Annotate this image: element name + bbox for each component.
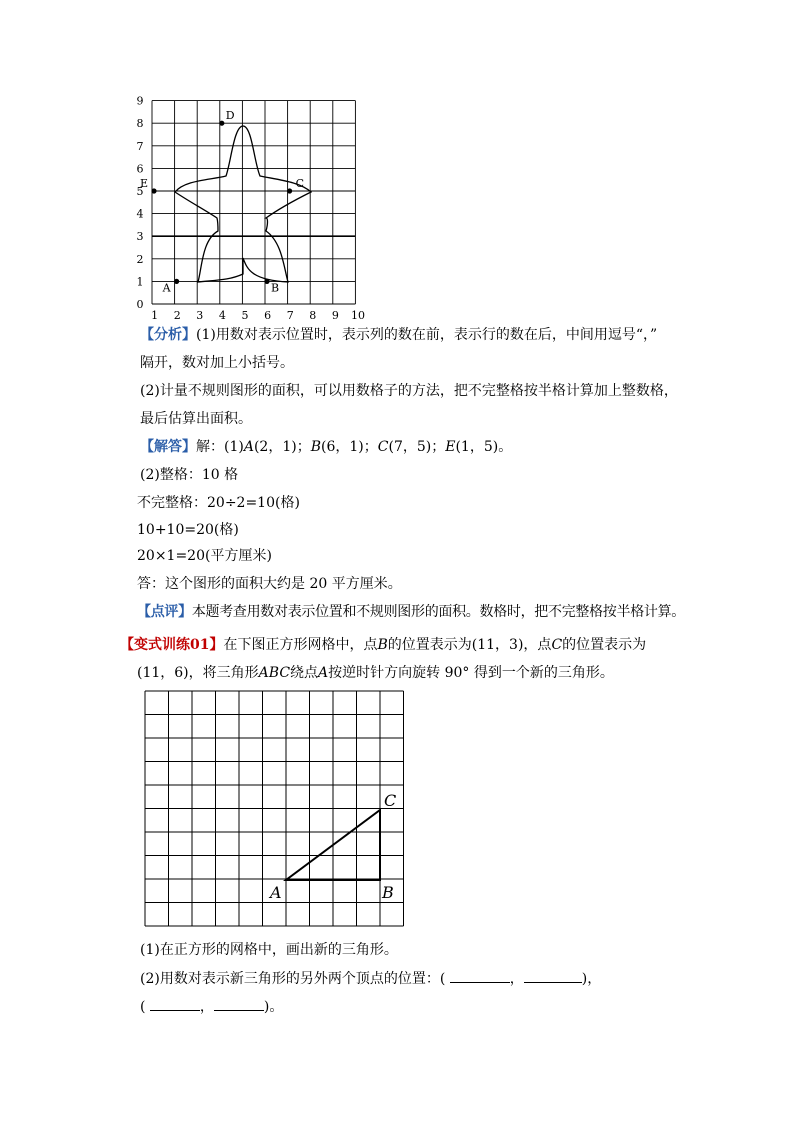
y-tick-label: 4: [136, 207, 144, 221]
point-c-dot: [287, 188, 292, 193]
answer-line-5: 20×1=20(平方厘米): [137, 548, 272, 564]
y-tick-label: 0: [136, 298, 144, 311]
point-d-dot: [219, 121, 224, 126]
open-paren-2: (: [140, 999, 146, 1015]
close-paren-2: )。: [263, 999, 284, 1015]
triangle-grid: [140, 686, 410, 931]
variant-line-1: [120, 635, 646, 655]
answer-line-2: (2)整格：10 格: [140, 467, 239, 483]
x-tick-label: 1: [151, 309, 159, 322]
x-tick-label: 5: [241, 309, 249, 322]
x-tick-label: 9: [331, 309, 339, 322]
y-tick-label: 5: [136, 185, 144, 198]
answer-line-6: 答：这个图形的面积大约是 20 平方厘米。: [137, 576, 402, 592]
point-c-label: C: [295, 177, 305, 190]
star-coordinate-graph: [130, 92, 390, 322]
y-tick-label: 8: [136, 117, 144, 131]
x-tick-labels: [151, 309, 365, 322]
point-b-dot: [264, 279, 269, 284]
y-tick-label: 9: [136, 94, 144, 108]
answer-blank-1[interactable]: [450, 968, 510, 983]
analysis-text-1: (1)用数对表示位置时，表示列的数在前，表示行的数在后，中间用逗号“，”: [196, 327, 658, 343]
y-tick-label: 3: [136, 230, 144, 244]
variant-text-1: 在下图正方形网格中，点: [223, 637, 378, 653]
variant-text-6: 按逆时针方向旋转 90° 得到一个新的三角形。: [328, 665, 614, 681]
analysis-line-3: (2)计量不规则图形的面积，可以用数格子的方法，把不完整格按半格计算加上整数格，: [140, 383, 678, 399]
answer-blank-2[interactable]: [524, 968, 582, 983]
point-e-label: E: [140, 177, 149, 190]
comment-tag: 【点评】: [137, 604, 192, 620]
point-a-label: A: [162, 281, 171, 295]
y-tick-label: 2: [136, 252, 144, 266]
comment-text: 本题考查用数对表示位置和不规则图形的面积。数格时，把不完整格按半格计算。: [191, 604, 686, 620]
answer-line-1: [140, 437, 512, 457]
point-a-dot: [174, 279, 179, 284]
triangle-label-a: A: [270, 883, 282, 902]
triangle-label-b: B: [382, 883, 394, 902]
point-e-dot: [151, 188, 156, 193]
y-tick-label: 6: [136, 162, 144, 176]
triangle-label-c: C: [384, 791, 397, 810]
answer-prefix: 解：(1): [196, 439, 244, 455]
variant-text-5: 绕点: [290, 665, 319, 681]
y-tick-label: 1: [136, 275, 144, 289]
x-tick-label: 7: [286, 309, 294, 322]
y-tick-label: 7: [136, 139, 144, 153]
answer-blank-3[interactable]: [150, 996, 200, 1011]
variant-line-2: [137, 663, 614, 683]
variant-text-3: 的位置表示为: [562, 637, 647, 653]
point-e-label: E: [445, 439, 456, 455]
y-tick-labels: [137, 95, 144, 311]
comment-line: [137, 602, 685, 622]
variant-text-4: (11，6)，将三角形: [137, 665, 259, 681]
analysis-line-2: 隔开，数对加上小括号。: [140, 355, 294, 371]
point-d-label: D: [225, 109, 235, 123]
question-2-text: (2)用数对表示新三角形的另外两个顶点的位置：(: [140, 971, 446, 987]
x-tick-label: 10: [351, 309, 365, 322]
x-tick-label: 2: [173, 309, 181, 322]
x-tick-label: 4: [218, 309, 226, 322]
star-points: [140, 109, 304, 294]
answer-blank-4[interactable]: [214, 996, 264, 1011]
answer-tag: 【解答】: [140, 439, 196, 455]
point-b-label: B: [271, 281, 280, 295]
x-tick-label: 8: [309, 309, 317, 322]
coord-b: (6，1)；: [321, 439, 378, 455]
close-paren-1: )，: [581, 971, 602, 987]
point-c-label: C: [377, 439, 389, 455]
coord-e: (1，5)。: [455, 439, 513, 455]
question-2-line-1: [140, 968, 601, 989]
point-b-label: B: [310, 439, 322, 455]
comma-2: ，: [199, 999, 214, 1015]
x-tick-label: 3: [196, 309, 204, 322]
analysis-line-1: [140, 325, 657, 345]
variant-text-2: 的位置表示为(11，3)，点: [387, 637, 552, 653]
variant-point-b: B: [377, 637, 388, 653]
question-1: (1)在正方形的网格中，画出新的三角形。: [140, 942, 398, 958]
point-a-label: A: [243, 439, 254, 455]
comma-1: ，: [509, 971, 524, 987]
variant-tag: 【变式训练01】: [120, 637, 224, 653]
question-2-line-2: [140, 996, 283, 1017]
answer-line-4: 10+10=20(格): [137, 522, 239, 538]
variant-point-c: C: [551, 637, 563, 653]
variant-triangle-name: ABC: [258, 665, 291, 681]
variant-point-a: A: [318, 665, 329, 681]
answer-line-3: 不完整格：20÷2=10(格): [137, 495, 300, 511]
coord-c: (7，5)；: [388, 439, 446, 455]
x-tick-label: 6: [264, 309, 272, 322]
analysis-tag: 【分析】: [140, 327, 196, 343]
coord-a: (2，1)；: [253, 439, 311, 455]
analysis-line-4: 最后估算出面积。: [140, 411, 252, 427]
